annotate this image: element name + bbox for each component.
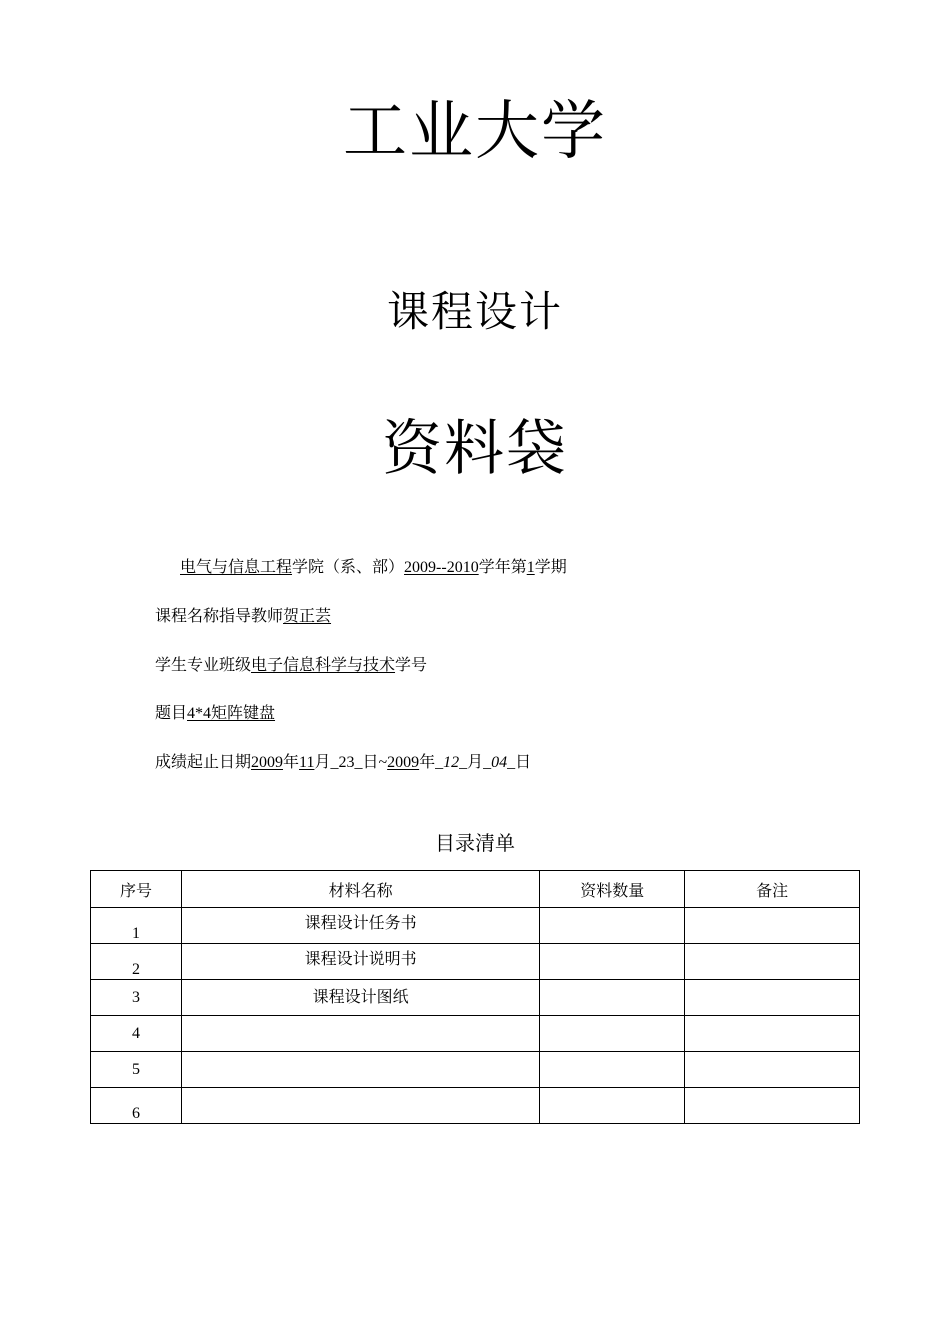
info-line-dates [155,752,531,774]
table-row [91,1016,860,1052]
row-no: 4 [131,1024,140,1042]
row-no-cell [91,1052,182,1088]
row-qty-cell [540,944,685,980]
end-day-suffix: _日 [507,754,532,771]
header-no: 序号 [91,871,182,908]
row-name-cell [181,1016,540,1052]
row-note-cell [685,980,860,1016]
table-row [91,980,860,1016]
row-name-cell [181,908,540,944]
term-suffix: 学期 [534,559,567,576]
row-material-name: 课程设计说明书 [304,950,417,968]
college-suffix: 学院（系、部） [292,559,405,576]
major-label: 学生专业班级 [155,657,252,674]
info-line-college [180,557,567,579]
row-no: 6 [131,1104,140,1122]
topic-label: 题目 [155,705,188,722]
row-note-cell [685,908,860,944]
row-no-cell [91,1016,182,1052]
row-no: 2 [131,960,140,978]
end-year: 2009 [387,754,420,771]
row-no-cell [91,944,182,980]
start-month: 11 [299,754,315,771]
row-note-cell [685,1016,860,1052]
start-year-suffix: 年 [283,754,300,771]
start-month-suffix: 月_ [314,754,339,771]
end-month: 12 [443,754,460,771]
start-day: 23 [338,754,355,771]
table-row [91,1088,860,1124]
toc-header-row [91,871,860,908]
row-qty-cell [540,980,685,1016]
row-no: 3 [131,988,140,1006]
table-row [91,908,860,944]
row-no-cell [91,1088,182,1124]
topic-value: 4*4矩阵键盘 [187,705,276,722]
academic-year-value: 2009--2010 [404,559,479,576]
header-remarks: 备注 [685,871,860,908]
row-qty-cell [540,1088,685,1124]
major-value: 电子信息科学与技术 [251,657,396,674]
row-note-cell [685,1088,860,1124]
college-value: 电气与信息工程 [180,559,293,576]
row-qty-cell [540,1016,685,1052]
table-row [91,1052,860,1088]
row-note-cell [685,1052,860,1088]
student-id-label: 学号 [395,657,428,674]
course-design-title: 课程设计 [386,287,563,336]
row-no-cell [91,908,182,944]
info-line-teacher [155,606,331,628]
row-material-name: 课程设计图纸 [312,988,409,1006]
row-note-cell [685,944,860,980]
university-title: 工业大学 [343,95,607,169]
row-name-cell [181,980,540,1016]
row-name-cell [181,944,540,980]
start-day-suffix: _日~ [354,754,388,771]
row-material-name: 课程设计任务书 [304,914,417,932]
end-year-suffix: 年_ [419,754,444,771]
header-quantity: 资料数量 [540,871,685,908]
row-no: 5 [131,1060,140,1078]
dates-label: 成绩起止日期 [155,754,252,771]
row-no-cell [91,980,182,1016]
row-qty-cell [540,1052,685,1088]
course-teacher-label: 课程名称指导教师 [155,608,284,625]
info-line-major [155,655,427,677]
row-name-cell [181,1088,540,1124]
toc-title: 目录清单 [435,831,515,855]
info-line-topic [155,703,275,725]
academic-year-suffix: 学年第 [478,559,527,576]
row-qty-cell [540,908,685,944]
toc-table [90,870,860,1124]
header-material-name: 材料名称 [181,871,540,908]
end-month-suffix: _月_ [459,754,492,771]
end-day: 04 [491,754,508,771]
start-year: 2009 [251,754,284,771]
table-row [91,944,860,980]
teacher-value: 贺正芸 [283,608,332,625]
row-name-cell [181,1052,540,1088]
document-bag-title: 资料袋 [382,414,568,484]
row-no: 1 [131,924,140,942]
term-value: 1 [526,559,535,576]
